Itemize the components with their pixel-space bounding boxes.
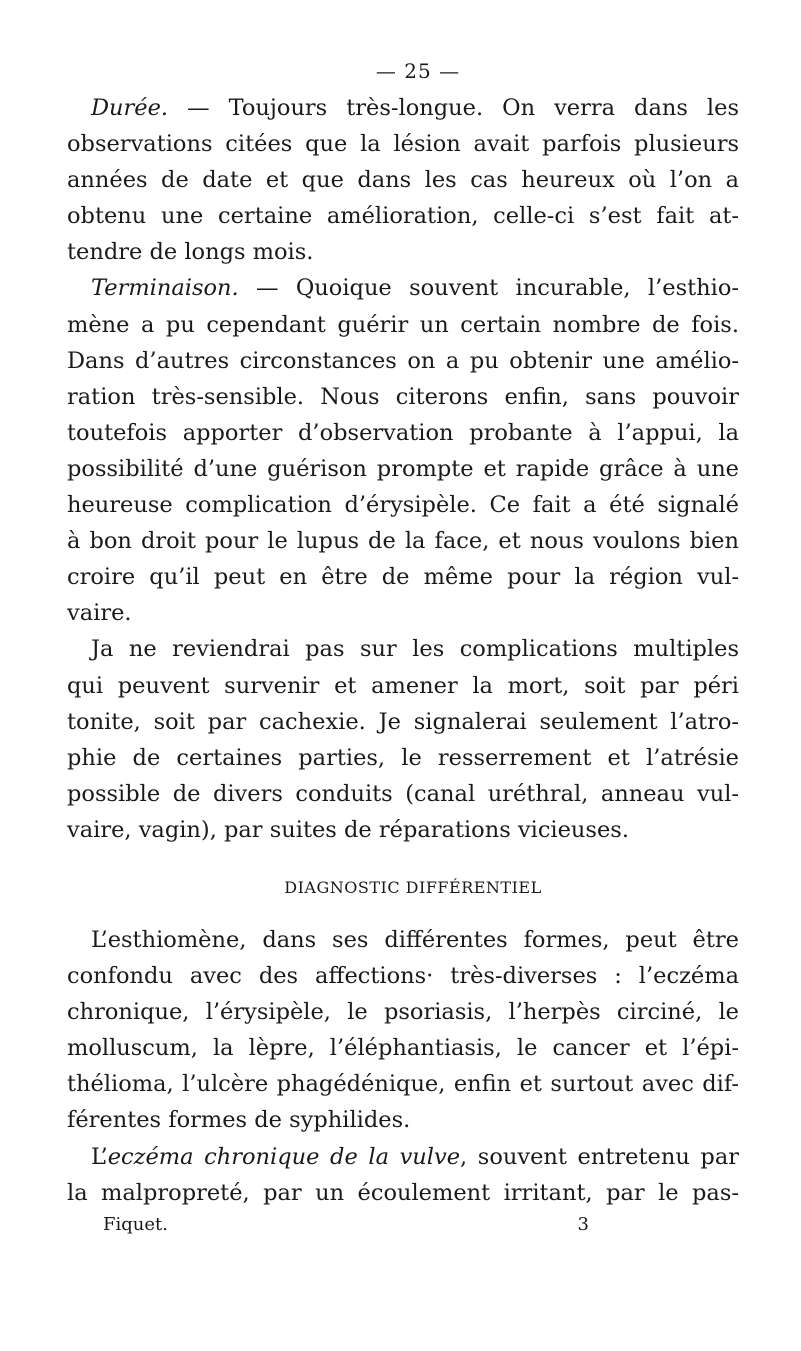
text-line: Dans d’autres circonstances on a pu obtenir une amélio- [67,347,739,374]
text-line: années de date et que dans les cas heureux où l’on a [67,167,739,194]
text-line: possible de divers conduits (canal uréthral, anneau vul- [67,780,739,807]
text-span: L’ [91,1143,108,1170]
paragraph-eczema [67,1139,739,1211]
text-line: ration très-sensible. Nous citerons enfin, sans pouvoir [67,383,739,410]
text-line: croire qu’il peut en être de même pour la région vul- [67,564,739,591]
text-span: — Toujours très-longue. On verra dans les [168,95,739,121]
text-line: phie de certaines parties, le resserrement et l’atrésie [67,744,739,771]
text-line: observations citées que la lésion avait parfois plusieurs [67,131,739,158]
text-line: molluscum, la lèpre, l’éléphantiasis, le cancer et l’épi- [67,1035,739,1062]
section-label-eczema: eczéma chronique de la vulve [107,1143,461,1170]
text-line: vaire. [67,600,132,627]
author-name: Fiquet. [103,1213,168,1235]
text-span: , souvent entretenu par [460,1143,739,1170]
text-line: heureuse complication d’érysipèle. Ce fait a été signalé [67,492,739,519]
signature-mark: 3 [577,1213,589,1235]
text-line: mène a pu cependant guérir un certain nombre de fois. [67,311,739,338]
text-line [67,1139,739,1175]
text-line: tonite, soit par cachexie. Je signalerai seulement l’atro- [67,708,739,735]
text-line: tendre de longs mois. [67,239,314,266]
text-line: toutefois apporter d’observation probante à l’appui, la [67,419,739,446]
text-line [67,90,739,126]
text-line: férentes formes de syphilides. [67,1107,411,1134]
text-line: à bon droit pour le lupus de la face, et nous voulons bien [67,528,739,555]
section-label-duree: Durée. [91,95,169,121]
section-heading: DIAGNOSTIC DIFFÉRENTIEL [284,877,542,897]
paragraph-complications [67,631,739,848]
text-line: qui peuvent survenir et amener la mort, soit par péri [67,672,739,699]
page-footer [67,1213,739,1237]
text-line: obtenu une certaine amélioration, celle-ci s’est fait at- [67,203,739,230]
text-line: L’esthiomène, dans ses différentes formes, peut être [91,926,739,953]
page-number: — 25 — [375,59,461,83]
paragraph-diagnostic [67,922,739,1139]
paragraph-terminaison [67,270,739,631]
text-line: possibilité d’une guérison prompte et rapide grâce à une [67,455,739,482]
text-line: chronique, l’érysipèle, le psoriasis, l’herpès circiné, le [67,999,739,1026]
section-label-terminaison: Terminaison. [91,275,239,302]
text-line: Ja ne reviendrai pas sur les complications multiples [91,636,739,663]
paragraph-duree [67,90,739,270]
text-line [67,270,739,306]
text-line: la malpropreté, par un écoulement irritant, par le pas- [67,1179,739,1206]
text-span: — Quoique souvent incurable, l’esthio- [238,275,739,302]
book-page [67,58,739,1237]
text-line: thélioma, l’ulcère phagédénique, enfin et surtout avec dif- [67,1071,739,1098]
text-line: vaire, vagin), par suites de réparations vicieuses. [67,816,629,843]
text-line: confondu avec des affections· très-diverses : l’eczéma [67,963,739,990]
